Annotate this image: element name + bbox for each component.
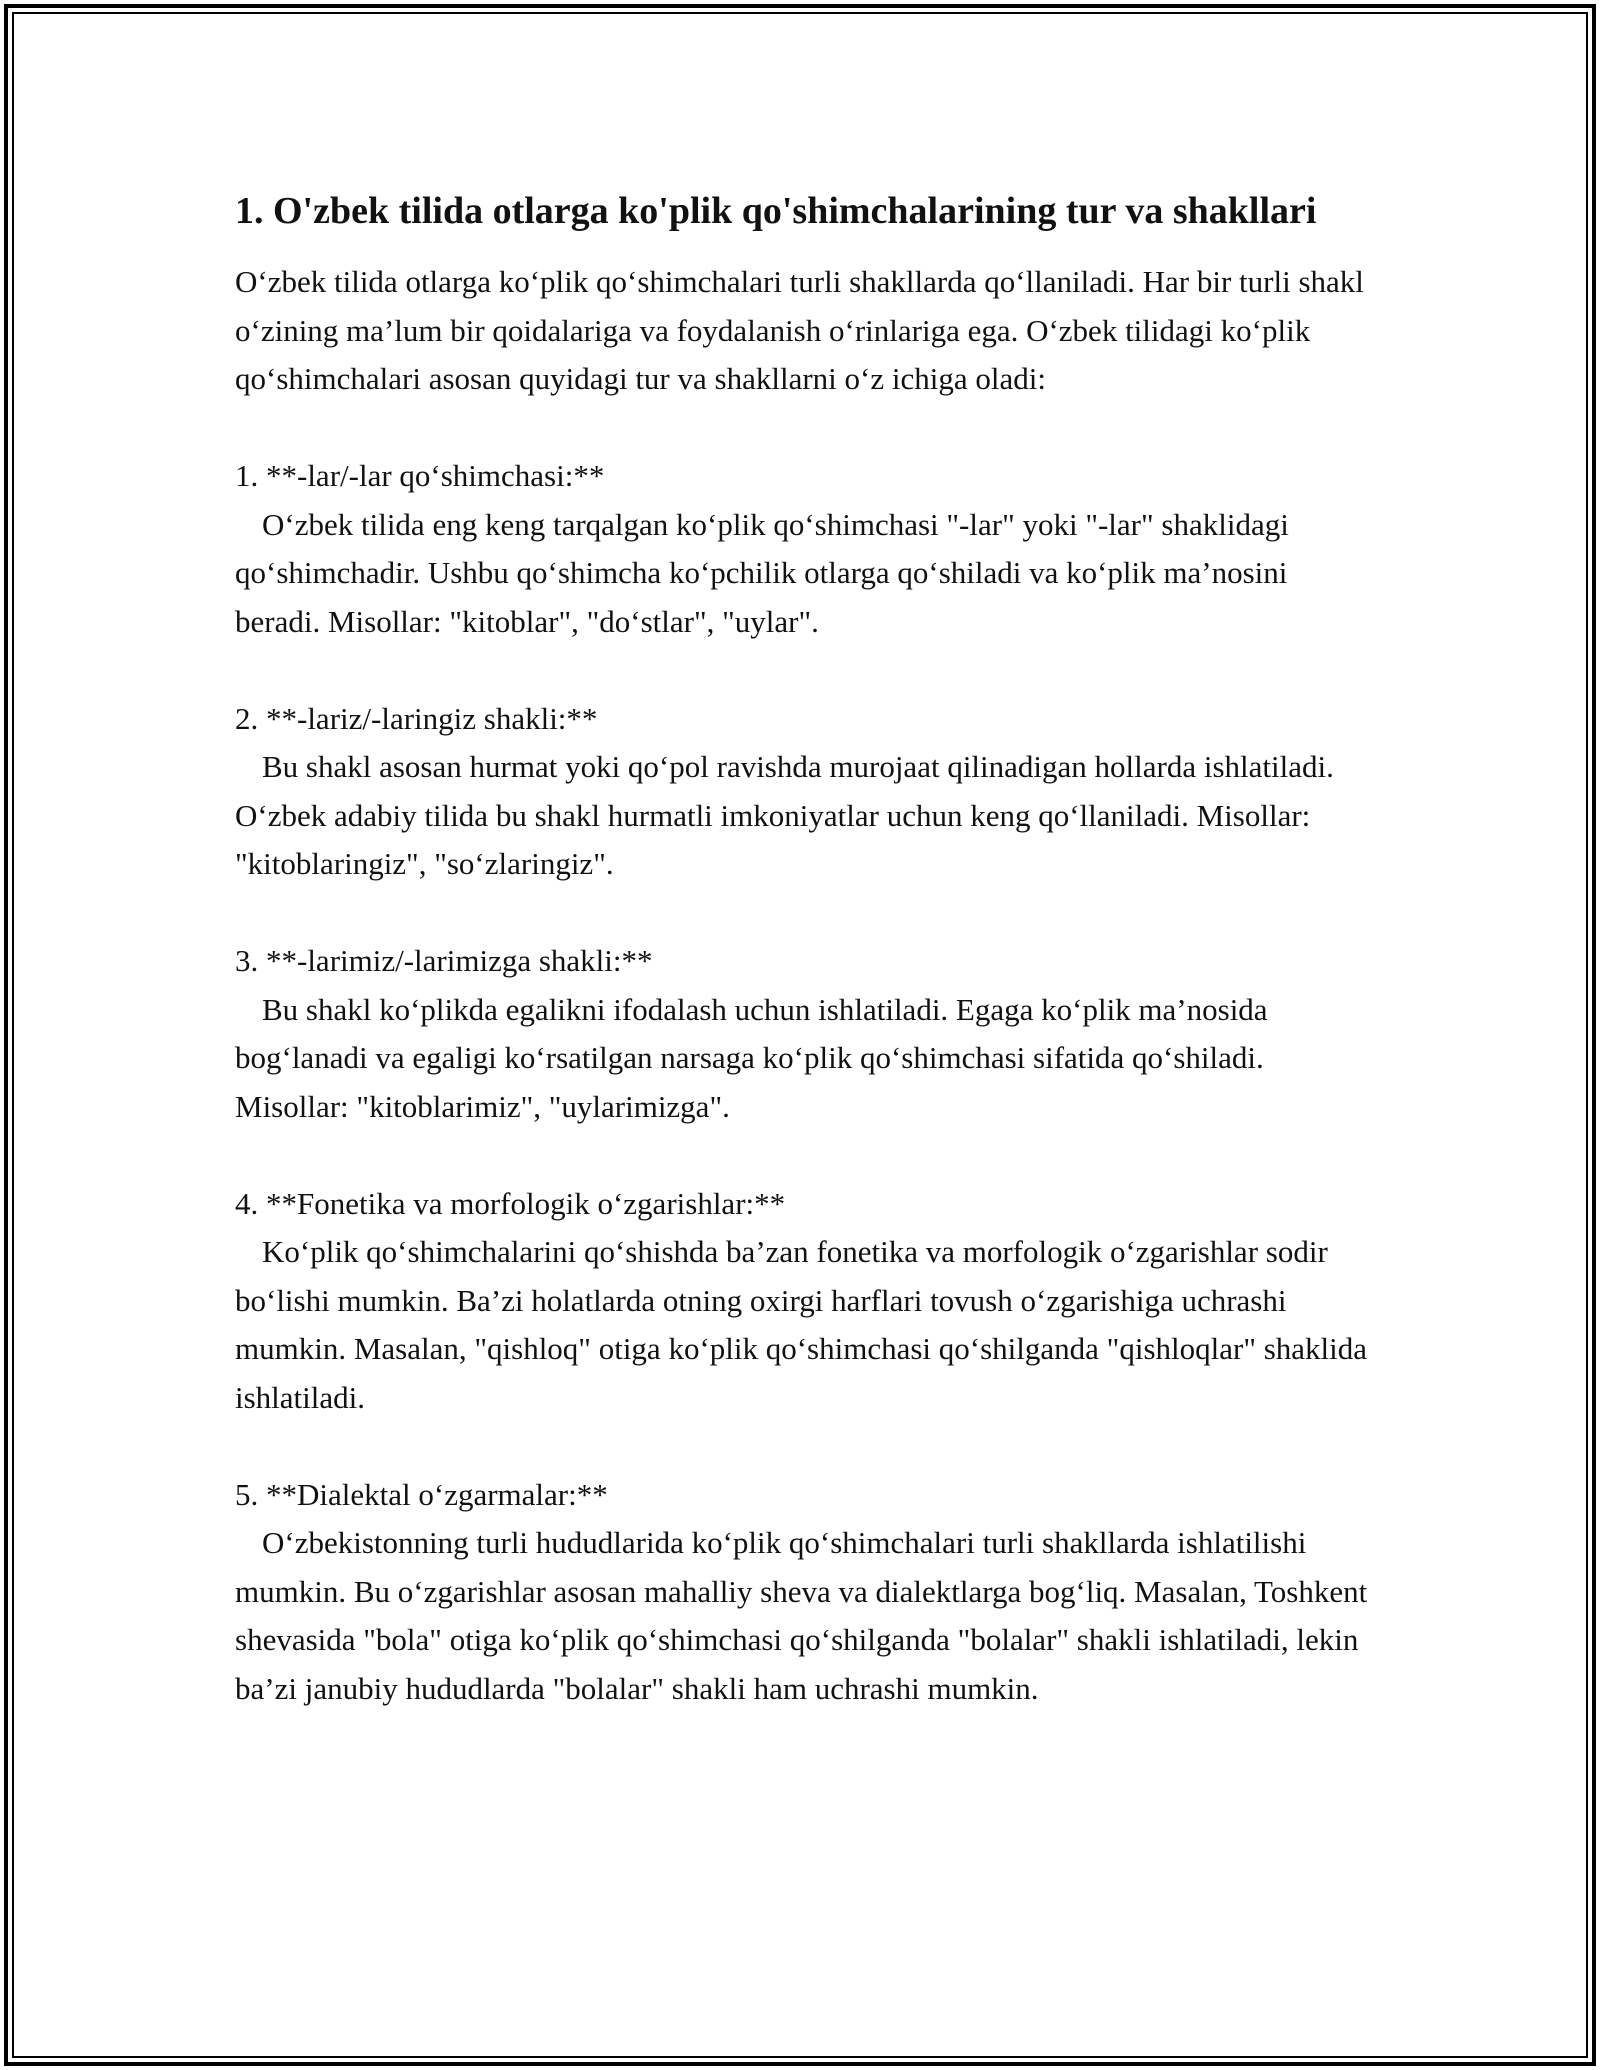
section-body: Ko‘plik qo‘shimchalarini qo‘shishda ba’zan fonetika va morfologik o‘zgarishlar sodir bo‘lishi mumkin. Ba’zi holatlarda otning oxirgi harflari tovush o‘zgarishiga uchrashi mumkin. Masalan, "qishloq" otiga ko‘plik qo‘shimchasi qo‘shilganda "qishloqlar" shaklida ishlatiladi. bbox=[235, 1234, 1368, 1415]
section-heading: 3. **-larimiz/-larimizga shakli:** bbox=[235, 943, 653, 978]
section-body: O‘zbekistonning turli hududlarida ko‘plik qo‘shimchalari turli shakllarda ishlatilishi mumkin. Bu o‘zgarishlar asosan mahalliy sheva va dialektlarga bog‘liq. Masalan, Toshkent shevasida "bola" otiga ko‘plik qo‘shimchasi qo‘shilganda "bolalar" shakli ishlatiladi, lekin ba’zi janubiy hududlarda "bolalar" shakli ham uchrashi mumkin. bbox=[235, 1525, 1368, 1706]
section-body: O‘zbek tilida eng keng tarqalgan ko‘plik qo‘shimchasi "-lar" yoki "-lar" shaklidagi qo‘shimchadir. Ushbu qo‘shimcha ko‘pchilik otlarga qo‘shiladi va ko‘plik ma’nosini beradi. Misollar: "kitoblar", "do‘stlar", "uylar". bbox=[235, 506, 1289, 639]
intro-paragraph: O‘zbek tilida otlarga ko‘plik qo‘shimchalari turli shakllarda qo‘llaniladi. Har bir turli shakl o‘zining ma’lum bir qoidalariga va foydalanish o‘rinlariga ega. O‘zbek tilidagi ko‘plik qo‘shimchalari asosan quyidagi tur va shakllarni o‘z ichiga oladi: bbox=[235, 264, 1364, 396]
section-4 bbox=[235, 1180, 1375, 1423]
document-content bbox=[235, 184, 1375, 1713]
section-heading: 4. **Fonetika va morfologik o‘zgarishlar:** bbox=[235, 1185, 786, 1221]
section-2 bbox=[235, 695, 1375, 889]
section-1 bbox=[235, 452, 1375, 646]
section-5 bbox=[235, 1471, 1375, 1714]
section-heading: 1. **-lar/-lar qo‘shimchasi:** bbox=[235, 458, 605, 493]
section-heading: 5. **Dialektal o‘zgarmalar:** bbox=[235, 1476, 608, 1512]
section-body: Bu shakl ko‘plikda egalikni ifodalash uchun ishlatiladi. Egaga ko‘plik ma’nosida bog‘lanadi va egaligi ko‘rsatilgan narsaga ko‘plik qo‘shimchasi sifatida qo‘shiladi. Misollar: "kitoblarimiz", "uylarimizga". bbox=[235, 991, 1268, 1124]
section-heading: 2. **-lariz/-laringiz shakli:** bbox=[235, 700, 598, 736]
section-body: Bu shakl asosan hurmat yoki qo‘pol ravishda murojaat qilinadigan hollarda ishlatiladi. O‘zbek adabiy tilida bu shakl hurmatli imkoniyatlar uchun keng qo‘llaniladi. Misollar: "kitoblaringiz", "so‘zlaringiz". bbox=[235, 749, 1334, 881]
document-title: 1. O'zbek tilida otlarga ko'plik qo'shimchalarining tur va shakllari bbox=[235, 190, 1317, 232]
section-3 bbox=[235, 937, 1375, 1131]
